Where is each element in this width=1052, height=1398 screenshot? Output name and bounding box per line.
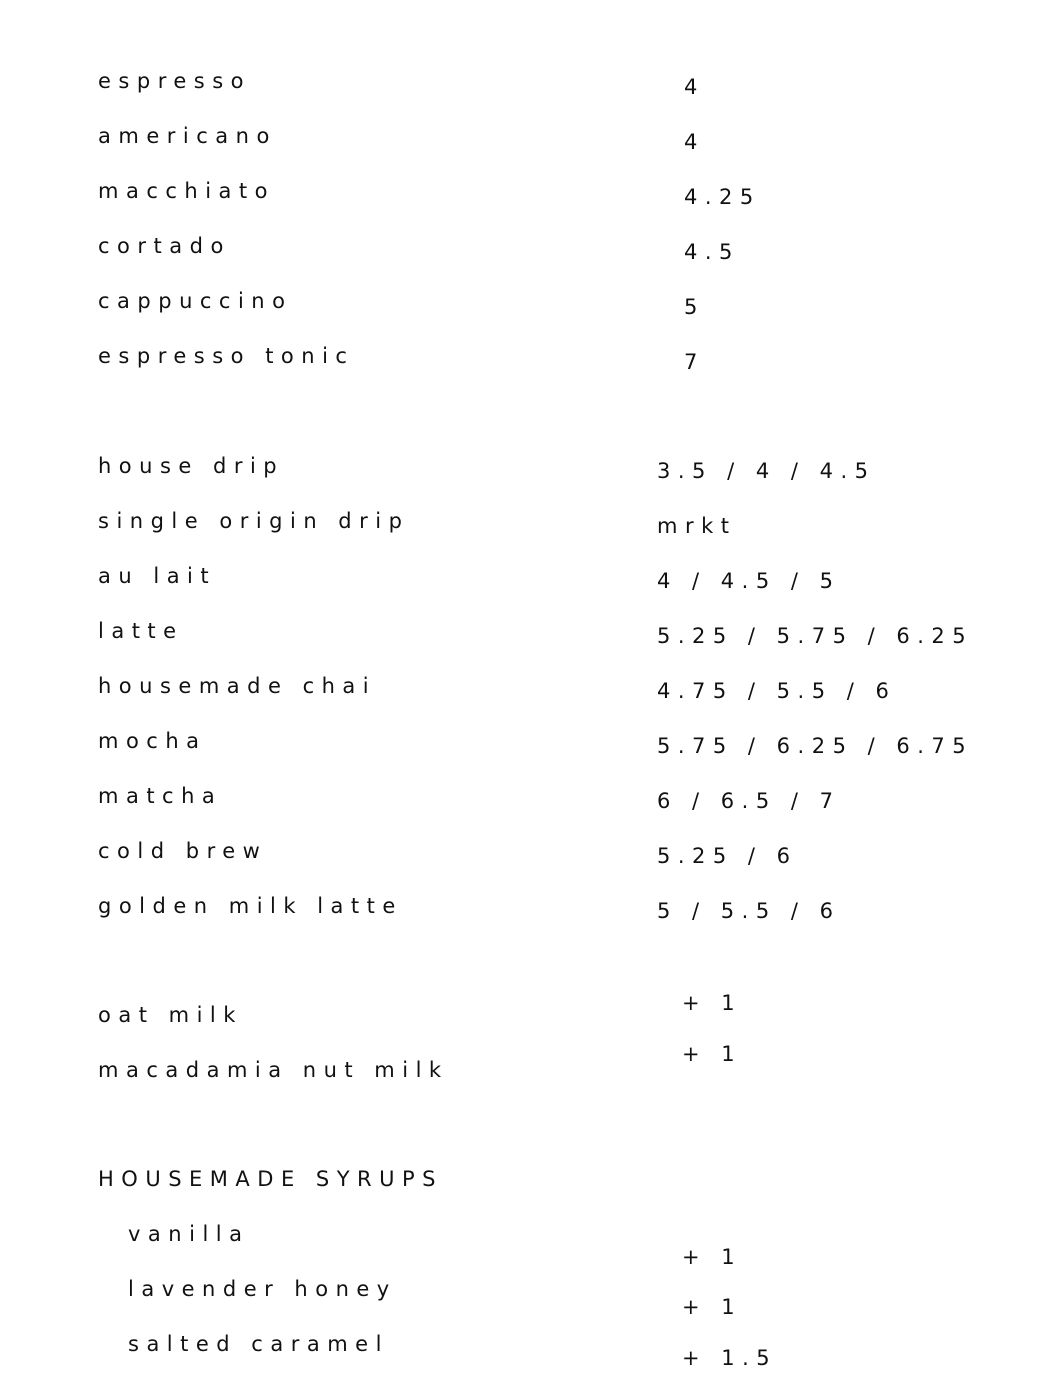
menu-item-price: 5 <box>684 295 705 319</box>
menu-item-price: + 1 <box>682 991 743 1015</box>
menu-item-name: macchiato <box>98 179 276 203</box>
menu-item-price: 5.25 / 6 <box>657 844 798 868</box>
menu-item-name: vanilla <box>128 1222 250 1246</box>
section-heading: HOUSEMADE SYRUPS <box>98 1167 444 1191</box>
menu-item-price: 5.25 / 5.75 / 6.25 <box>657 624 974 648</box>
menu-item-price: 4 <box>684 75 705 99</box>
menu-item-price: + 1 <box>682 1245 743 1269</box>
menu-item-price: 4.5 <box>684 240 740 264</box>
menu-item-price: + 1 <box>682 1042 743 1066</box>
menu-item-name: macadamia nut milk <box>98 1058 449 1082</box>
menu-item-name: latte <box>98 619 184 643</box>
menu-item-price: + 1 <box>682 1295 743 1319</box>
menu-item-name: golden milk latte <box>98 894 403 918</box>
menu-item-name: lavender honey <box>128 1277 397 1301</box>
menu-item-name: cappuccino <box>98 289 293 313</box>
menu-item-price: mrkt <box>657 514 737 538</box>
menu-item-price: 6 / 6.5 / 7 <box>657 789 841 813</box>
menu-item-price: 7 <box>684 350 705 374</box>
menu-item-price: 4.25 <box>684 185 761 209</box>
menu-item-name: mocha <box>98 729 207 753</box>
menu-item-name: cold brew <box>98 839 268 863</box>
menu-item-name: americano <box>98 124 277 148</box>
menu-item-price: + 1.5 <box>682 1346 778 1370</box>
menu-item-price: 5 / 5.5 / 6 <box>657 899 841 923</box>
menu-item-name: espresso tonic <box>98 344 355 368</box>
menu-item-name: espresso <box>98 69 252 93</box>
menu-item-name: cortado <box>98 234 231 258</box>
menu-item-price: 4 / 4.5 / 5 <box>657 569 841 593</box>
menu-item-name: au lait <box>98 564 217 588</box>
menu-item-name: salted caramel <box>128 1332 389 1356</box>
menu-item-name: oat milk <box>98 1003 243 1027</box>
menu-item-price: 3.5 / 4 / 4.5 <box>657 459 876 483</box>
menu-item-name: single origin drip <box>98 509 410 533</box>
menu-item-name: matcha <box>98 784 223 808</box>
menu-item-name: housemade chai <box>98 674 377 698</box>
menu-item-price: 4 <box>684 130 705 154</box>
menu-item-price: 4.75 / 5.5 / 6 <box>657 679 897 703</box>
menu-item-name: house drip <box>98 454 285 478</box>
menu-item-price: 5.75 / 6.25 / 6.75 <box>657 734 974 758</box>
